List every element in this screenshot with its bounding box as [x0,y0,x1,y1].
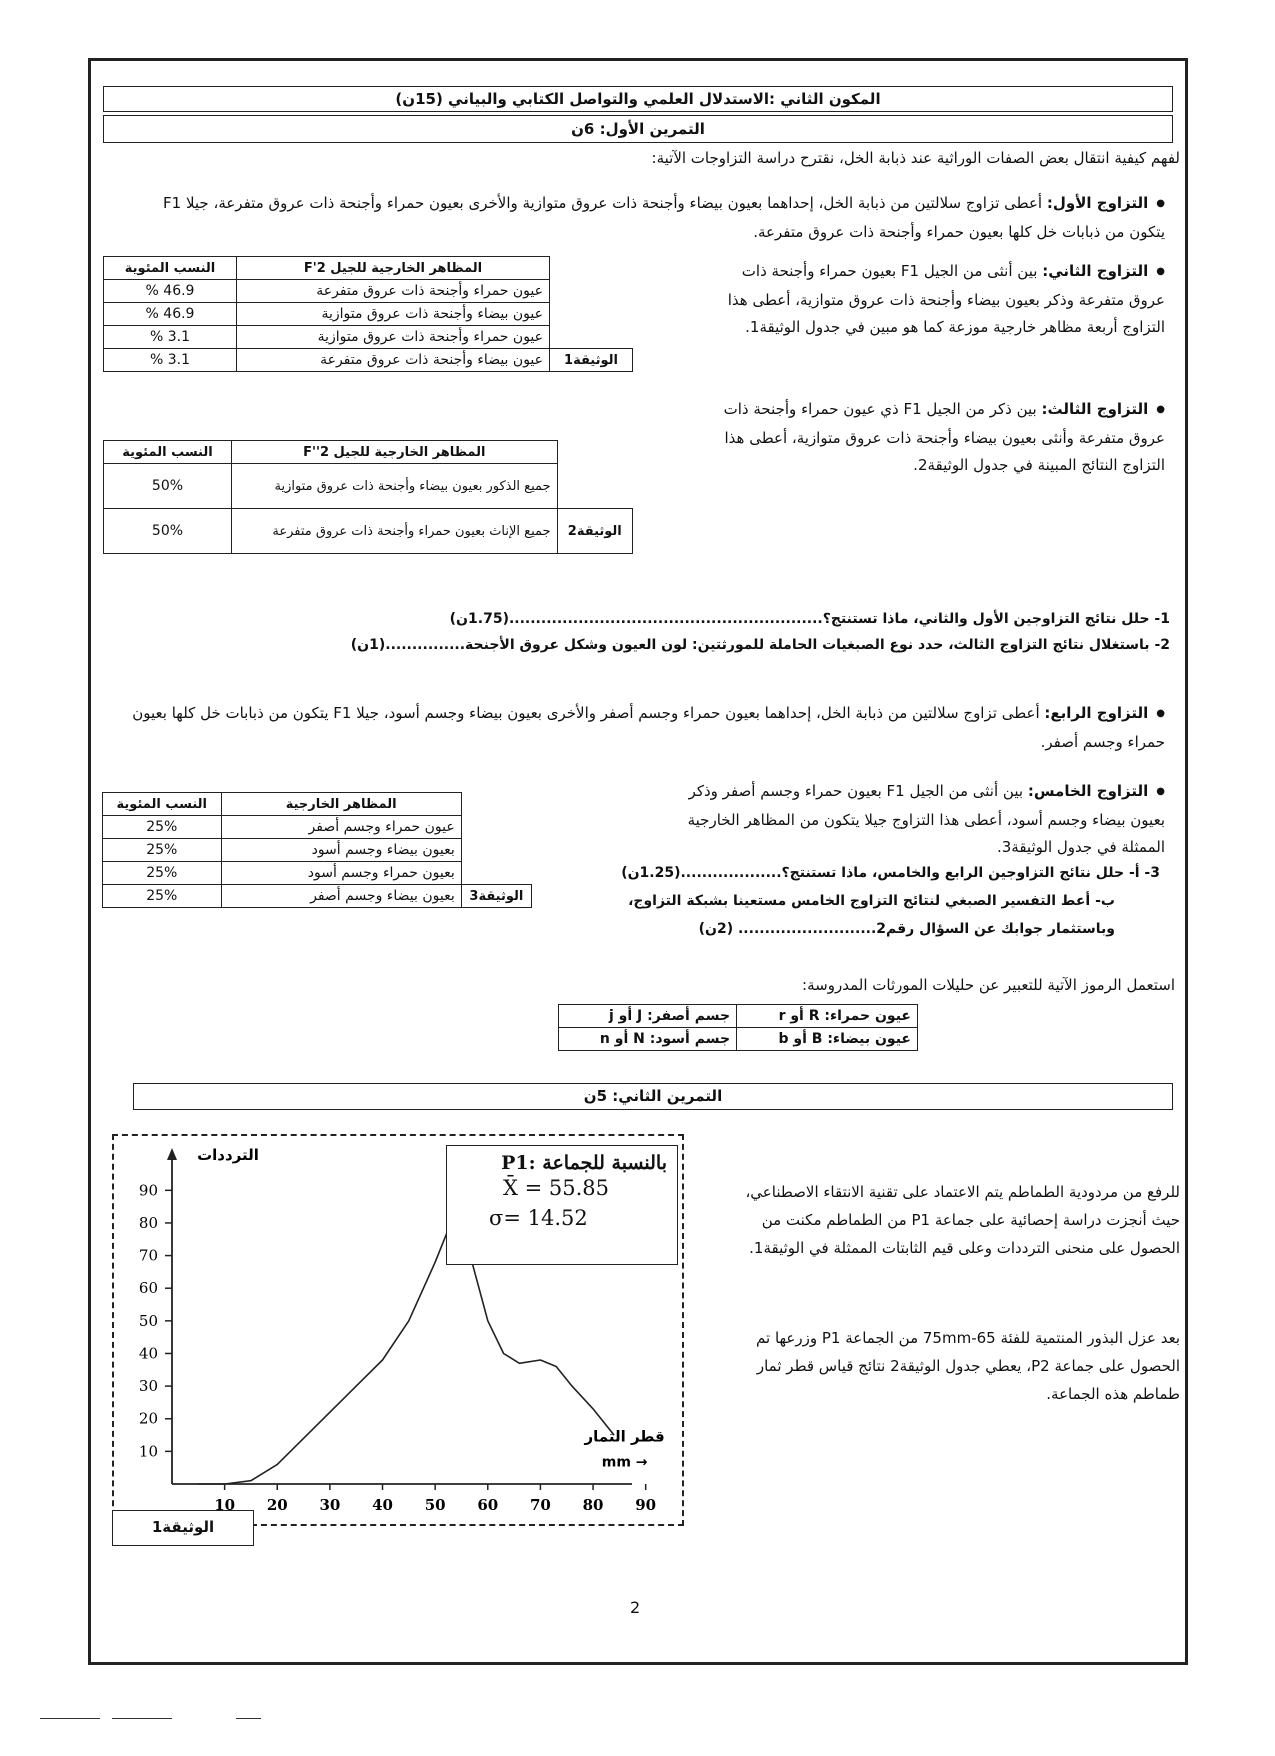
doc1-tag: الوثيقة1 [550,349,633,372]
cross5 [665,778,1165,861]
table-row [103,816,532,839]
symbol-red: عيون حمراء: R أو r [737,1005,918,1028]
table-row [103,839,532,862]
chart-doc-tag: الوثيقة1 [112,1510,254,1546]
table-row [104,303,633,326]
table-row [103,885,532,908]
doc1-pct-1: 46.9 % [104,280,237,303]
footer-line [112,1718,172,1719]
cross2-text: بين أنثى من الجيل F1 بعيون حمراء وأجنحة ذات عروق متفرعة وذكر بعيون بيضاء وأجنحة ذات عروق متوازية، أعطى هذا التزاوج أربعة مظاهر خارجية موزعة كما هو مبين في جدول الوثيقة1. [727,262,1165,336]
x-tick-label: 30 [319,1496,341,1514]
question-3a: 3- أ- حلل نتائج التزاوجين الرابع والخامس، ماذا تستنتج؟...................(1.25ن) [621,865,1160,881]
symbol-white: عيون بيضاء: B أو b [737,1028,918,1051]
table-row [104,326,633,349]
cross5-text: بين أنثى من الجيل F1 بعيون حمراء وجسم أصفر وذكر بعيون بيضاء وجسم أسود، أعطى هذا التزاوج جيلا يتكون من المظاهر الخارجية الممثلة في جدول الوثيقة3. [687,782,1165,856]
doc1-pct-4: 3.1 % [104,349,237,372]
doc2-tag: الوثيقة2 [557,509,632,554]
question-3b-cont: وباستثمار جوابك عن السؤال رقم2.......................... (2ن) [698,921,1115,937]
x-tick-label: 60 [477,1496,499,1514]
y-tick-label: 30 [138,1377,158,1396]
table-row [104,349,633,372]
x-tick-label: 90 [635,1496,657,1514]
doc1-pheno-1: عيون حمراء وأجنحة ذات عروق متفرعة [237,280,550,303]
doc2-col-pheno: المظاهر الخارجية للجيل F''2 [231,441,557,464]
exercise2-title: التمرين الثاني: 5ن [583,1087,723,1105]
doc1-col-pct: النسب المئوية [104,257,237,280]
ex2-paragraph-1: للرفع من مردودية الطماطم يتم الاعتماد على تقنية الانتقاء الاصطناعي، حيث أنجزت دراسة إحصائية على جماعة P1 من الطماطم مكنت من الحصول على منحنى الترددات وعلى قيم الثابتات الممثلة في الوثيقة1. [745,1183,1180,1257]
intro-text: لفهم كيفية انتقال بعض الصفات الوراثية عند ذبابة الخل، نقترح دراسة التزاوجات الآتية: [651,149,1180,167]
doc2-pheno-1: جميع الذكور بعيون بيضاء وأجنحة ذات عروق متوازية [231,464,557,509]
doc3-col-pheno: المظاهر الخارجية [221,793,461,816]
question-2: 2- باستغلال نتائج التزاوج الثالث، حدد نوع الصبغيات الحاملة للمورثتين: لون العيون وشكل عروق الأجنحة...............(1ن) [350,637,1170,653]
x-axis-label: قطر الثمار [584,1427,665,1446]
table-row [104,280,633,303]
x-tick-label: 80 [582,1496,604,1514]
table-row [104,509,633,554]
y-tick-label: 50 [138,1311,158,1330]
doc2-pct-2: 50% [104,509,232,554]
component-title: المكون الثاني :الاستدلال العلمي والتواصل الكتابي والبياني (15ن) [395,90,881,108]
exercise1-title-bar [103,115,1173,143]
x-tick-label: 50 [424,1496,446,1514]
cross5-label: التزاوج الخامس: [1027,782,1149,800]
exercise1-title: التمرين الأول: 6ن [571,120,705,138]
doc2-table [103,440,633,554]
doc3-pheno-4: بعيون بيضاء وجسم أصفر [221,885,461,908]
y-axis-arrow [167,1148,177,1160]
doc3-pheno-3: بعيون حمراء وجسم أسود [221,862,461,885]
doc2-col-pct: النسب المئوية [104,441,232,464]
cross2 [710,258,1165,341]
doc3-pct-4: 25% [103,885,222,908]
footer-line [40,1718,100,1719]
y-axis-label: الترددات [197,1146,259,1164]
y-tick-label: 20 [138,1409,158,1428]
cross1-text: أعطى تزاوج سلالتين من ذبابة الخل، إحداهما بعيون بيضاء وأجنحة ذات عروق متوازية والأخرى بعيون حمراء وأجنحة ذات عروق متفرعة، جيلا F1 يتكون من ذبابات خل كلها بعيون حمراء وأجنحة ذات عروق متفرعة. [163,194,1165,241]
page-number: 2 [630,1598,641,1617]
x-axis-unit: mm → [601,1454,648,1471]
ex2-paragraph-2: بعد عزل البذور المنتمية للفئة 65-75mm من الجماعة P1 وزرعها تم الحصول على جماعة P2، يعطي جدول الوثيقة2 نتائج قياس قطر ثمار طماطم هذه الجماعة. [756,1329,1180,1403]
doc1-table [103,256,633,372]
symbol-yellow: جسم أصفر: J أو j [559,1005,737,1028]
cross3 [710,396,1165,479]
doc1-pheno-4: عيون بيضاء وأجنحة ذات عروق متفرعة [237,349,550,372]
y-tick-label: 10 [138,1442,158,1461]
table-row [103,862,532,885]
x-tick-label: 10 [214,1496,236,1514]
cross2-label: التزاوج الثاني: [1042,262,1149,280]
doc2-pheno-2: جميع الإناث بعيون حمراء وأجنحة ذات عروق متفرعة [231,509,557,554]
y-tick-label: 60 [138,1279,158,1298]
doc1-pct-3: 3.1 % [104,326,237,349]
x-tick-label: 40 [372,1496,393,1514]
y-tick-label: 90 [138,1181,158,1200]
doc3-col-pct: النسب المئوية [103,793,222,816]
doc1-pheno-3: عيون حمراء وأجنحة ذات عروق متوازية [237,326,550,349]
cross4-text: أعطى تزاوج سلالتين من ذبابة الخل، إحداهما بعيون حمراء وجسم أصفر والأخرى بعيون بيضاء وجسم أسود، جيلا F1 يتكون من ذبابات خل كلها بعيون حمراء وجسم أصفر. [132,704,1165,751]
legend-sigma: σ= 14.52 [489,1206,588,1230]
doc3-pct-1: 25% [103,816,222,839]
exercise2-title-bar [133,1083,1173,1110]
cross4 [125,700,1165,756]
table-row [104,464,633,509]
doc1-pheno-2: عيون بيضاء وأجنحة ذات عروق متوازية [237,303,550,326]
doc3-pct-2: 25% [103,839,222,862]
legend-mean: X̄ = 55.85 [503,1176,610,1200]
doc3-tag: الوثيقة3 [461,885,531,908]
doc3-pct-3: 25% [103,862,222,885]
symbol-black: جسم أسود: N أو n [559,1028,737,1051]
x-tick-label: 70 [529,1496,551,1514]
cross3-text: بين ذكر من الجيل F1 ذي عيون حمراء وأجنحة ذات عروق متفرعة وأنثى بعيون بيضاء وأجنحة ذات عروق متوازية، أعطى هذا التزاوج النتائج المبينة في جدول الوثيقة2. [723,400,1165,474]
doc1-pct-2: 46.9 % [104,303,237,326]
doc3-table [102,792,532,908]
y-tick-label: 70 [138,1246,158,1265]
symbols-intro: استعمل الرموز الآتية للتعبير عن حليلات المورثات المدروسة: [802,976,1175,994]
cross3-label: التزاوج الثالث: [1041,400,1149,418]
y-tick-label: 40 [138,1344,158,1363]
y-tick-label: 80 [138,1213,158,1232]
cross1 [125,190,1165,246]
component-title-bar [103,86,1173,112]
question-1: 1- حلل نتائج التزاوجين الأول والثاني، ماذا تستنتج؟...........................................................(1.75ن) [449,611,1170,627]
x-tick-label: 20 [266,1496,288,1514]
footer-line [236,1718,261,1719]
question-3b: ب- أعط التفسير الصبغي لنتائج التزاوج الخامس مستعينا بشبكة التزاوج، [628,893,1115,909]
legend-title: بالنسبة للجماعة :P1 [501,1152,667,1174]
chart-legend-box [446,1145,678,1265]
cross1-label: التزاوج الأول: [1046,194,1149,212]
doc3-pheno-2: بعيون بيضاء وجسم أسود [221,839,461,862]
doc3-pheno-1: عيون حمراء وجسم أصفر [221,816,461,839]
cross4-label: التزاوج الرابع: [1044,704,1149,722]
symbols-table [558,1004,918,1051]
doc2-pct-1: 50% [104,464,232,509]
doc1-col-pheno: المظاهر الخارجية للجيل F'2 [237,257,550,280]
